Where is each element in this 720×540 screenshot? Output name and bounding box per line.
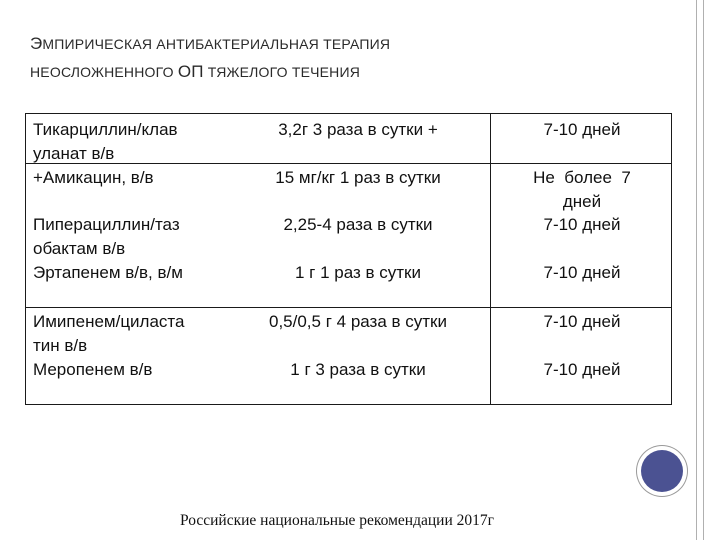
drug-text: Тикарциллин/клав: [33, 120, 178, 139]
drug-text: Пиперациллин/таз: [33, 215, 180, 234]
title-cap: ОП: [177, 62, 204, 81]
dose-text: 2,25-4 раза в сутки: [283, 215, 433, 234]
duration-cell: [492, 213, 672, 285]
title-text: НЕОСЛОЖНЕННОГО: [30, 64, 178, 80]
table-divider: [490, 113, 491, 405]
dose-text: 15 мг/кг 1 раз в сутки: [275, 168, 441, 187]
duration-text: дней: [562, 192, 602, 211]
drug-text: Меропенем в/в: [33, 360, 153, 379]
dose-text: 1 г 1 раз в сутки: [295, 263, 421, 282]
dose-text: 3,2г 3 раза в сутки +: [278, 120, 438, 139]
duration-text: Не более 7: [533, 168, 631, 187]
dose-cell: [233, 118, 483, 190]
dose-cell: [233, 213, 483, 285]
duration-text: 7-10 дней: [543, 360, 621, 379]
duration-cell: [492, 310, 672, 382]
decorative-circle: [641, 450, 683, 492]
dose-text: [233, 237, 483, 261]
duration-text: 7-10 дней: [543, 120, 621, 139]
drug-cell: [33, 213, 233, 285]
duration-text: [492, 334, 672, 358]
duration-text: 7-10 дней: [543, 263, 621, 282]
title-text: ТЯЖЕЛОГО ТЕЧЕНИЯ: [203, 64, 361, 80]
duration-text: [492, 142, 672, 166]
dose-text: [233, 142, 483, 166]
title-line-1: [30, 30, 690, 58]
source-footnote: Российские национальные рекомендации 2017г: [180, 512, 494, 529]
drug-cell: [33, 118, 233, 190]
duration-text: [492, 237, 672, 261]
frame-line-right: [703, 0, 704, 540]
dose-text: 0,5/0,5 г 4 раза в сутки: [269, 312, 447, 331]
frame-line-left: [696, 0, 697, 540]
title-text: МПИРИЧЕСКАЯ АНТИБАКТЕРИАЛЬНАЯ ТЕРАПИЯ: [42, 36, 391, 52]
drug-cell: [33, 310, 233, 382]
drug-text: Эртапенем в/в, в/м: [33, 263, 183, 282]
drug-text: уланат в/в: [33, 144, 115, 163]
dose-text: [233, 334, 483, 358]
title-cap: Э: [30, 34, 43, 53]
drug-text: Имипенем/циласта: [33, 312, 185, 331]
duration-text: 7-10 дней: [543, 215, 621, 234]
drug-text: обактам в/в: [33, 239, 126, 258]
duration-cell: [492, 118, 672, 214]
duration-text: 7-10 дней: [543, 312, 621, 331]
page-title: [30, 30, 690, 86]
dose-text: 1 г 3 раза в сутки: [290, 360, 426, 379]
drug-text: тин в/в: [33, 336, 88, 355]
title-line-2: [30, 58, 690, 86]
dose-cell: [233, 310, 483, 382]
drug-text: +Амикацин, в/в: [33, 168, 154, 187]
table-divider: [25, 307, 672, 308]
